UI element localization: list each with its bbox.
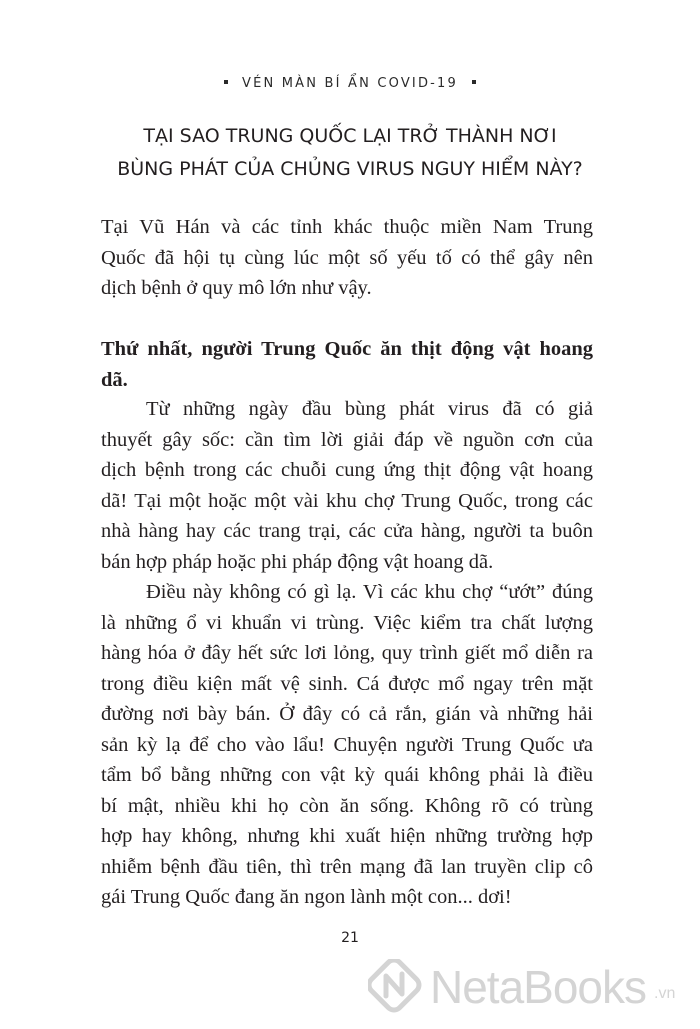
netabooks-watermark: [368, 957, 698, 1021]
running-header: [0, 76, 700, 91]
text-line: sản kỳ lạ để cho vào lẩu! Chuyện người Trung Quốc ưa: [101, 733, 593, 756]
page-number: 21: [341, 930, 359, 946]
text-line: Tại Vũ Hán và các tỉnh khác thuộc miền Nam Trung: [101, 216, 593, 238]
text-line: bán hợp pháp hoặc phi pháp động vật hoang dã.: [101, 550, 494, 573]
running-title: VÉN MÀN BÍ ẨN COVID-19: [241, 76, 459, 91]
text-line: Từ những ngày đầu bùng phát virus đã có giả: [146, 398, 593, 420]
text-line: đường nơi bày bán. Ở đây có cả rắn, gián và những hải: [101, 703, 593, 725]
text-line: trong điều kiện mất vệ sinh. Cá được mổ ngay trên mặt: [101, 672, 593, 695]
watermark-domain-text: .vn: [654, 985, 676, 1002]
text-line: nhiễm bệnh đầu tiên, thì trên mạng đã lan truyền clip cô: [101, 855, 593, 878]
text-line: là những ổ vi khuẩn vi trùng. Việc kiểm tra chất lượng: [101, 611, 593, 634]
chapter-title: [100, 120, 600, 186]
body-paragraph-1: [101, 394, 593, 577]
text-line: hàng hóa ở đây hết sức lơi lỏng, quy trình giết mổ diễn ra: [101, 642, 593, 664]
header-dot-left: [224, 80, 228, 84]
text-line: bí mật, nhiều khi họ còn ăn sống. Không rõ có trùng: [101, 794, 593, 817]
body-paragraph-2: [101, 577, 593, 913]
text-line: tẩm bổ bằng những con vật kỳ quái không phải là điều: [101, 764, 593, 786]
chapter-title-line: TẠI SAO TRUNG QUỐC LẠI TRỞ THÀNH NƠI: [143, 125, 557, 147]
text-line: dịch bệnh ở quy mô lớn như vậy.: [101, 277, 372, 299]
text-line: thuyết gây sốc: cần tìm lời giải đáp về nguồn cơn của: [101, 428, 593, 451]
text-line: dã.: [101, 368, 128, 391]
text-line: dã! Tại một hoặc một vài khu chợ Trung Quốc, trong các: [101, 489, 593, 512]
intro-paragraph: [101, 212, 593, 304]
text-line: Quốc đã hội tụ cùng lúc một số yếu tố có thể gây nên: [101, 246, 593, 269]
text-line: dịch bệnh trong các chuỗi cung ứng thịt động vật hoang: [101, 459, 593, 481]
section-heading: [101, 334, 593, 395]
text-line: nhà hàng hay các trang trại, các cửa hàng, người ta buôn: [101, 520, 593, 542]
chapter-title-line: BÙNG PHÁT CỦA CHỦNG VIRUS NGUY HIỂM NÀY?: [117, 158, 583, 180]
watermark-brand-text: NetaBooks: [430, 961, 647, 1013]
header-dot-right: [472, 80, 476, 84]
text-line: Thứ nhất, người Trung Quốc ăn thịt động vật hoang: [101, 338, 593, 360]
text-line: hợp hay không, nhưng khi xuất hiện những trường hợp: [101, 825, 593, 847]
netabooks-logo-icon: [368, 959, 424, 1015]
text-line: Điều này không có gì lạ. Vì các khu chợ “ướt” đúng: [146, 581, 593, 603]
text-line: gái Trung Quốc đang ăn ngon lành một con... dơi!: [101, 886, 512, 908]
